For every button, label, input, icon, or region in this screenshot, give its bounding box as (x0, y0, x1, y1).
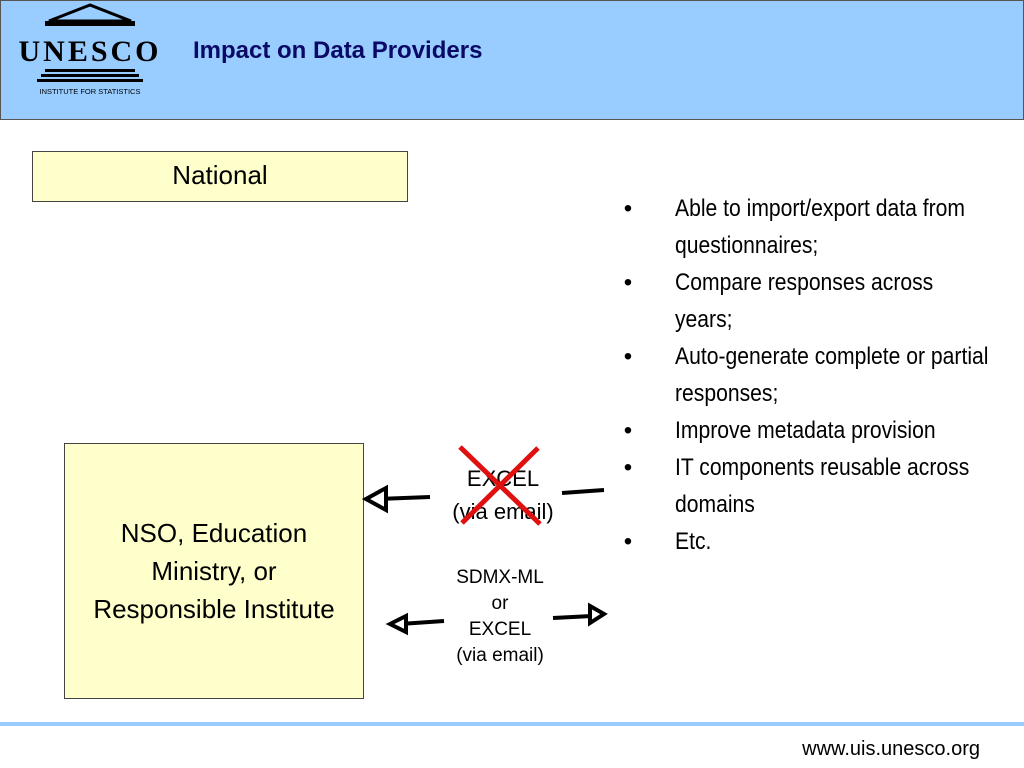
benefits-list (612, 190, 992, 560)
bullet-dot: • (623, 417, 633, 444)
sdmx-arrow-left (390, 616, 444, 632)
bullet-item (612, 338, 992, 412)
footer-url: www.uis.unesco.org (802, 738, 980, 760)
excel-line: EXCEL (466, 466, 540, 491)
bullet-text: Improve metadata provision (675, 417, 936, 444)
sdmx-line: SDMX-ML (456, 567, 544, 588)
logo-subtext: INSTITUTE FOR STATISTICS (39, 87, 141, 96)
bullet-text: Auto-generate complete or partial responses; (675, 343, 989, 407)
bullet-dot: • (623, 528, 633, 555)
via-email-line: (via email) (452, 499, 554, 524)
bullet-dot: • (623, 269, 633, 296)
bullet-dot: • (623, 343, 633, 370)
bullet-dot: • (623, 454, 633, 481)
footer-divider (0, 722, 1024, 726)
excel-line-2: EXCEL (468, 619, 532, 640)
logo-letters: UNESCO (18, 35, 162, 68)
bullet-item (612, 412, 992, 449)
bullet-item (612, 449, 992, 523)
bullet-text: Etc. (675, 528, 712, 555)
excel-arrow-left (366, 488, 430, 510)
national-label: National (172, 160, 268, 190)
bullet-text: Able to import/export data from questionnaires; (675, 195, 965, 259)
bullet-text: IT components reusable across domains (675, 454, 970, 518)
bullet-item (612, 264, 992, 338)
via-email-line-2: (via email) (456, 645, 544, 666)
nso-label: NSO, Education Ministry, or Responsible Institute (93, 518, 335, 624)
bullet-dot: • (623, 195, 633, 222)
bullet-text: Compare responses across years; (675, 269, 934, 333)
red-cross-icon (460, 447, 540, 524)
bullet-item (612, 523, 992, 560)
page-title: Impact on Data Providers (193, 37, 483, 64)
bullet-item (612, 190, 992, 264)
excel-arrow-tail (562, 490, 604, 493)
sdmx-arrow-right (553, 606, 604, 623)
or-line: or (491, 593, 509, 614)
